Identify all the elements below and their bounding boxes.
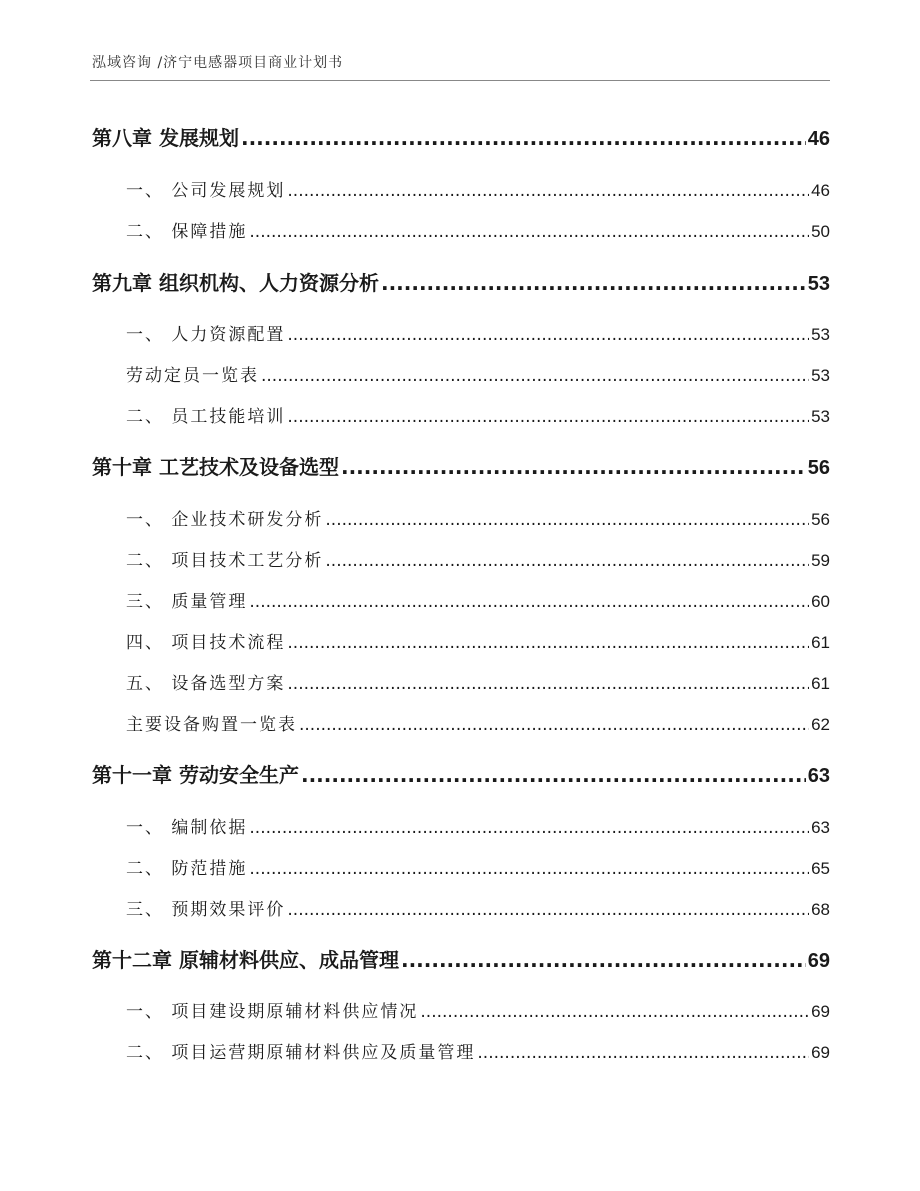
toc-page-number: 61 — [811, 633, 830, 652]
toc-section[interactable] — [126, 505, 830, 530]
toc-dot-leader — [299, 715, 809, 735]
toc-page-number: 65 — [811, 859, 830, 878]
toc-entry-label: 主要设备购置一览表 — [126, 715, 297, 735]
toc-dot-leader — [341, 455, 806, 479]
toc-page-number: 62 — [811, 715, 830, 734]
toc-dot-leader — [249, 818, 809, 838]
toc-entry-label: 二、 项目运营期原辅材料供应及质量管理 — [126, 1043, 476, 1063]
toc-dot-leader — [287, 633, 809, 653]
toc-entry-label: 四、 项目技术流程 — [126, 633, 286, 653]
toc-dot-leader — [287, 325, 809, 345]
toc-page-number: 46 — [811, 181, 830, 200]
toc-dot-leader — [420, 1002, 809, 1022]
toc-page-number: 53 — [811, 366, 830, 385]
toc-entry-label: 劳动定员一览表 — [126, 366, 259, 386]
toc-entry-label: 二、 保障措施 — [126, 222, 248, 242]
toc-page-number: 53 — [811, 407, 830, 426]
toc-section[interactable] — [126, 813, 830, 838]
toc-dot-leader — [287, 407, 809, 427]
running-header: 泓域咨询 /济宁电感器项目商业计划书 — [92, 55, 344, 71]
toc-entry-label: 二、 员工技能培训 — [126, 407, 286, 427]
toc-dot-leader — [401, 948, 806, 972]
toc-entry-label: 一、 人力资源配置 — [126, 325, 286, 345]
toc-page-number: 46 — [807, 128, 830, 150]
toc-page-number: 60 — [811, 592, 830, 611]
toc-page-number: 63 — [811, 818, 830, 837]
toc-entry-label: 第十章 工艺技术及设备选型 — [92, 455, 339, 479]
toc-chapter-11[interactable] — [92, 759, 830, 788]
toc-section[interactable] — [126, 176, 830, 201]
toc-section[interactable] — [126, 217, 830, 242]
toc-page-number: 53 — [811, 325, 830, 344]
toc-dot-leader — [287, 181, 809, 201]
toc-entry-label: 二、 项目技术工艺分析 — [126, 551, 324, 571]
toc-page-number: 68 — [811, 900, 830, 919]
toc-dot-leader — [381, 271, 806, 295]
toc-page-number: 50 — [811, 222, 830, 241]
toc-dot-leader — [249, 222, 809, 242]
toc-section[interactable] — [126, 402, 830, 427]
toc-page-number: 63 — [807, 765, 830, 787]
toc-section[interactable] — [126, 1038, 830, 1063]
toc-page-number: 69 — [811, 1002, 830, 1021]
toc-page-number: 53 — [807, 273, 830, 295]
toc-page-number: 61 — [811, 674, 830, 693]
toc-page-number: 56 — [807, 457, 830, 479]
toc-entry-label: 第九章 组织机构、人力资源分析 — [92, 271, 379, 295]
toc-section[interactable] — [126, 587, 830, 612]
toc-entry-label: 第八章 发展规划 — [92, 126, 239, 150]
toc-dot-leader — [241, 126, 806, 150]
toc-entry-label: 一、 项目建设期原辅材料供应情况 — [126, 1002, 419, 1022]
toc-entry-label: 一、 企业技术研发分析 — [126, 510, 324, 530]
toc-chapter-8[interactable] — [92, 122, 830, 151]
toc-section[interactable] — [126, 320, 830, 345]
toc-section[interactable] — [126, 361, 830, 386]
toc-dot-leader — [325, 510, 809, 530]
toc-entry-label: 一、 编制依据 — [126, 818, 248, 838]
toc-entry-label: 三、 质量管理 — [126, 592, 248, 612]
toc-dot-leader — [249, 859, 809, 879]
toc-section[interactable] — [126, 628, 830, 653]
toc-section[interactable] — [126, 895, 830, 920]
toc-page-number: 69 — [807, 950, 830, 972]
toc-entry-label: 第十二章 原辅材料供应、成品管理 — [92, 948, 399, 972]
toc-section[interactable] — [126, 669, 830, 694]
toc-dot-leader — [325, 551, 809, 571]
toc-section[interactable] — [126, 854, 830, 879]
toc-section[interactable] — [126, 997, 830, 1022]
toc-dot-leader — [301, 763, 806, 787]
toc-page-number: 56 — [811, 510, 830, 529]
toc-entry-label: 二、 防范措施 — [126, 859, 248, 879]
toc-section[interactable] — [126, 710, 830, 735]
toc-chapter-9[interactable] — [92, 267, 830, 296]
toc-entry-label: 一、 公司发展规划 — [126, 181, 286, 201]
toc-chapter-10[interactable] — [92, 451, 830, 480]
toc-section[interactable] — [126, 546, 830, 571]
toc-dot-leader — [287, 674, 809, 694]
toc-entry-label: 五、 设备选型方案 — [126, 674, 286, 694]
toc-dot-leader — [249, 592, 809, 612]
toc-dot-leader — [477, 1043, 809, 1063]
toc-dot-leader — [287, 900, 809, 920]
toc-chapter-12[interactable] — [92, 944, 830, 973]
toc-page-number: 69 — [811, 1043, 830, 1062]
toc-dot-leader — [261, 366, 809, 386]
toc-page-number: 59 — [811, 551, 830, 570]
header-divider — [90, 80, 830, 81]
toc-entry-label: 三、 预期效果评价 — [126, 900, 286, 920]
toc-entry-label: 第十一章 劳动安全生产 — [92, 763, 299, 787]
